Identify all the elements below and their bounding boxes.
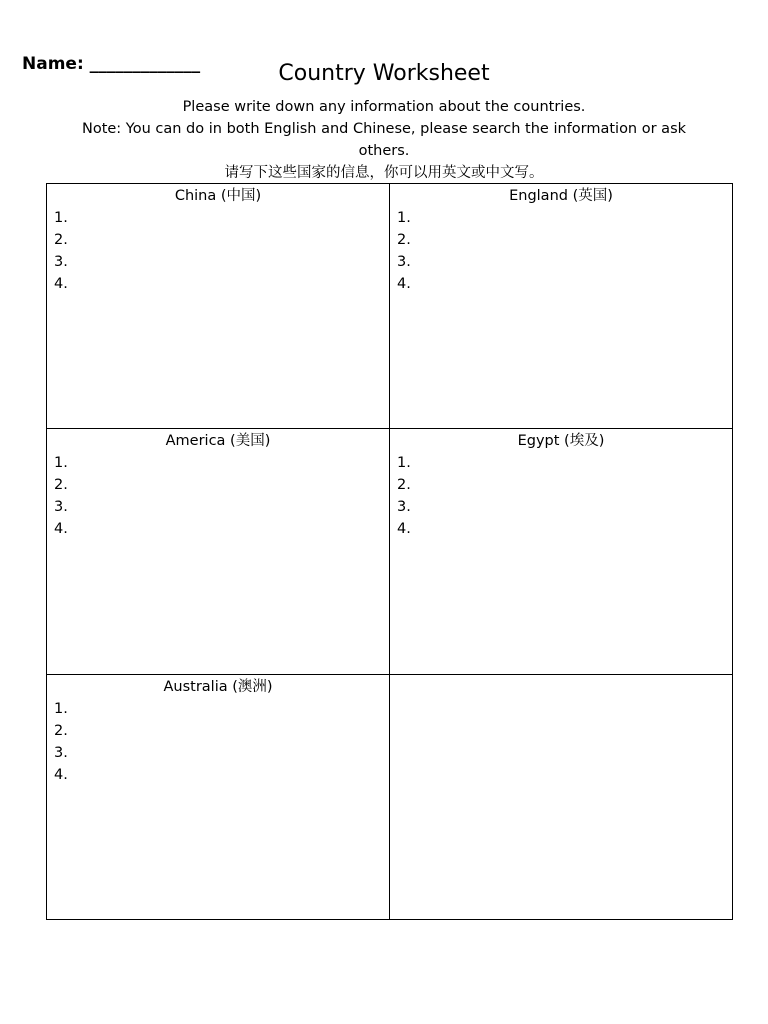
country-cell-australia[interactable]	[47, 675, 390, 919]
answer-line: 3.	[397, 254, 411, 270]
answer-line: 3.	[54, 745, 68, 761]
answer-list	[397, 207, 732, 295]
answer-line: 2.	[54, 477, 68, 493]
name-field-label: Name: _____________	[22, 54, 201, 74]
answer-line: 2.	[54, 723, 68, 739]
answer-line: 1.	[54, 701, 68, 717]
country-title: China (中国)	[174, 188, 262, 204]
answer-line: 4.	[397, 521, 411, 537]
country-cell-england[interactable]	[390, 184, 732, 429]
answer-line: 4.	[54, 767, 68, 783]
answer-list	[54, 698, 389, 786]
instruction-line: Note: You can do in both English and Chinese, please search the information or ask	[81, 121, 687, 137]
page-title: Country Worksheet	[278, 61, 490, 86]
answer-list	[397, 452, 732, 540]
country-cell-egypt[interactable]	[390, 429, 732, 675]
answer-line: 2.	[397, 232, 411, 248]
country-grid	[46, 183, 733, 920]
answer-line: 3.	[397, 499, 411, 515]
answer-line: 1.	[54, 210, 68, 226]
answer-line: 4.	[54, 521, 68, 537]
answer-line: 1.	[54, 455, 68, 471]
answer-list	[54, 452, 389, 540]
country-cell-america[interactable]	[47, 429, 390, 675]
answer-line: 2.	[397, 477, 411, 493]
country-title: England (英国)	[509, 188, 613, 204]
instruction-line: others.	[358, 143, 410, 159]
instruction-line: Please write down any information about the countries.	[182, 99, 586, 115]
answer-line: 3.	[54, 254, 68, 270]
answer-line: 1.	[397, 455, 411, 471]
answer-line: 4.	[54, 276, 68, 292]
country-title: America (美国)	[165, 433, 271, 449]
country-title: Australia (澳洲)	[163, 679, 273, 695]
country-cell-china[interactable]	[47, 184, 390, 429]
answer-list	[54, 207, 389, 295]
empty-cell[interactable]	[390, 675, 732, 919]
answer-line: 3.	[54, 499, 68, 515]
answer-line: 1.	[397, 210, 411, 226]
answer-line: 2.	[54, 232, 68, 248]
answer-line: 4.	[397, 276, 411, 292]
instruction-line: 请写下这些国家的信息，你可以用英文或中文写。	[224, 165, 544, 181]
instructions	[40, 96, 728, 184]
country-title: Egypt (埃及)	[517, 433, 605, 449]
